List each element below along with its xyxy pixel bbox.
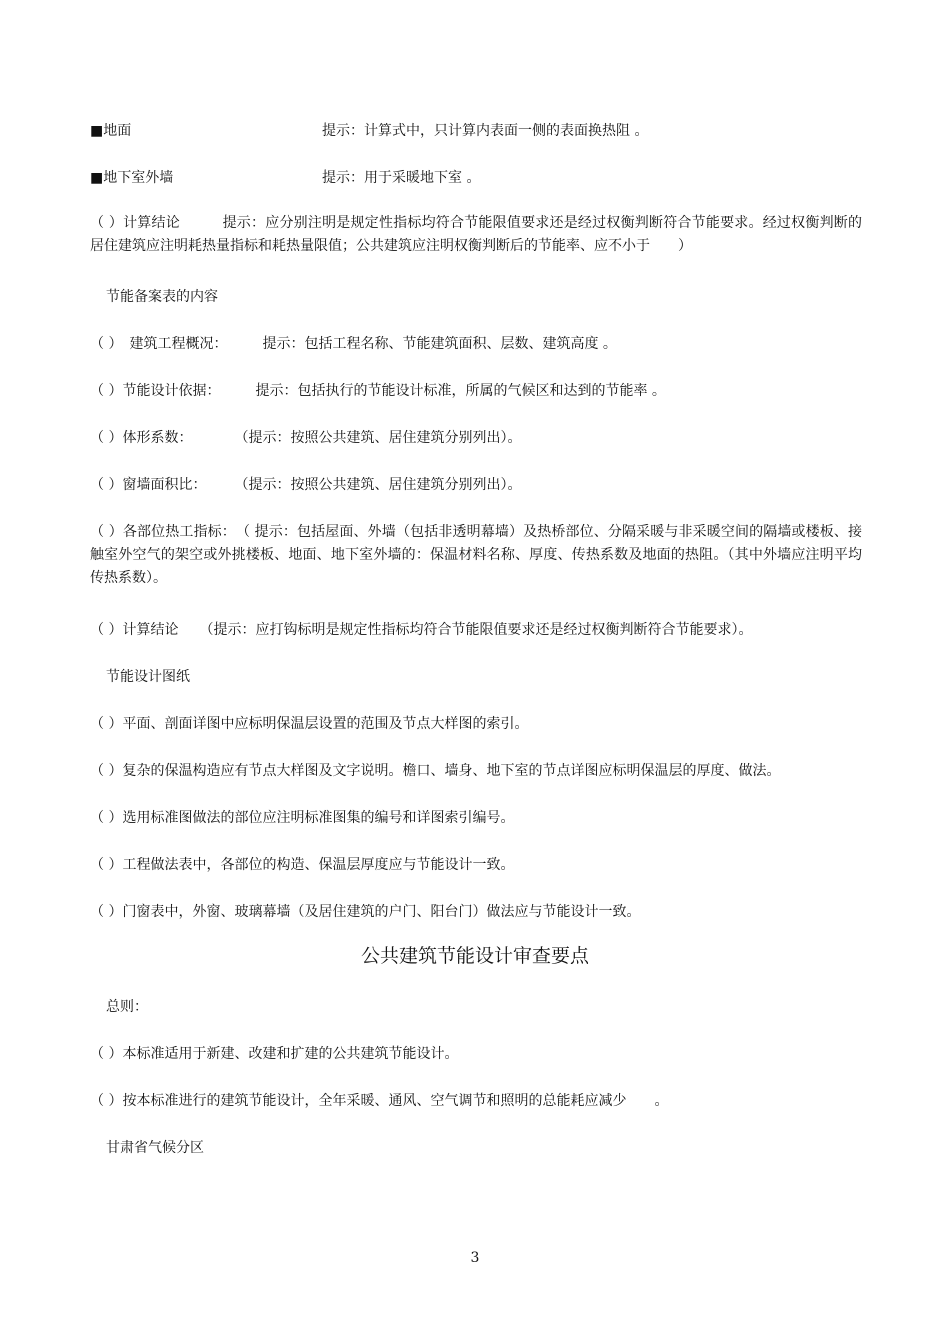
general-item: （ ）本标准适用于新建、改建和扩建的公共建筑节能设计。 xyxy=(90,1046,459,1062)
general-heading: 总则： xyxy=(106,999,148,1015)
record-section-heading: 节能备案表的内容 xyxy=(106,289,218,305)
record-window-wall-ratio: （ ）窗墙面积比： （提示：按照公共建筑、居住建筑分别列出）。 xyxy=(90,477,522,493)
drawings-item: （ ）工程做法表中，各部位的构造、保温层厚度应与节能设计一致。 xyxy=(90,857,515,873)
page-number: 3 xyxy=(470,1250,480,1266)
record-shape-coefficient: （ ）体形系数： （提示：按照公共建筑、居住建筑分别列出）。 xyxy=(90,430,522,446)
record-thermal-indices: （ ）各部位热工指标： （ 提示：包括屋面、外墙（包括非透明幕墙）及热桥部位、分隔采暖与非采暖空间的隔墙或楼板、接触室外空气的架空或外挑楼板、地面、地下室外墙的：保温材料名称、厚度、传热系数及地面的热阻。（其中外墙应注明平均传热系数）。 xyxy=(90,524,862,586)
calc-conclusion-paragraph: （ ）计算结论 提示：应分别注明是规定性指标均符合节能限值要求还是经过权衡判断符合节能要求。经过权衡判断的居住建筑应注明耗热量指标和耗热量限值；公共建筑应注明权衡判断后的节能率、应不小于 ） xyxy=(90,215,862,254)
item-floor-hint: 提示：计算式中，只计算内表面一侧的表面换热阻 。 xyxy=(322,123,649,139)
public-section-title: 公共建筑节能设计审查要点 xyxy=(360,945,589,967)
drawings-item: （ ）复杂的保温构造应有节点大样图及文字说明。檐口、墙身、地下室的节点详图应标明保温层的厚度、做法。 xyxy=(90,763,781,779)
climate-zone-heading: 甘肃省气候分区 xyxy=(106,1140,204,1156)
item-basement-wall-hint: 提示：用于采暖地下室 。 xyxy=(322,170,481,186)
drawings-item: （ ）平面、剖面详图中应标明保温层设置的范围及节点大样图的索引。 xyxy=(90,716,529,732)
record-design-basis: （ ）节能设计依据： 提示：包括执行的节能设计标准，所属的气候区和达到的节能率 。 xyxy=(90,383,666,399)
drawings-section-heading: 节能设计图纸 xyxy=(106,669,190,685)
drawings-item: （ ）门窗表中，外窗、玻璃幕墙（及居住建筑的户门、阳台门）做法应与节能设计一致。 xyxy=(90,904,641,920)
item-basement-wall-label: ■地下室外墙 xyxy=(90,170,174,186)
record-calc-conclusion: （ ）计算结论 （提示：应打钩标明是规定性指标均符合节能限值要求还是经过权衡判断符合节能要求）。 xyxy=(90,622,753,638)
drawings-item: （ ）选用标准图做法的部位应注明标准图集的编号和详图索引编号。 xyxy=(90,810,515,826)
record-project-overview: （ ） 建筑工程概况： 提示：包括工程名称、节能建筑面积、层数、建筑高度 。 xyxy=(90,336,617,352)
general-item: （ ）按本标准进行的建筑节能设计，全年采暖、通风、空气调节和照明的总能耗应减少 。 xyxy=(90,1093,669,1109)
item-floor-label: ■地面 xyxy=(90,123,132,139)
